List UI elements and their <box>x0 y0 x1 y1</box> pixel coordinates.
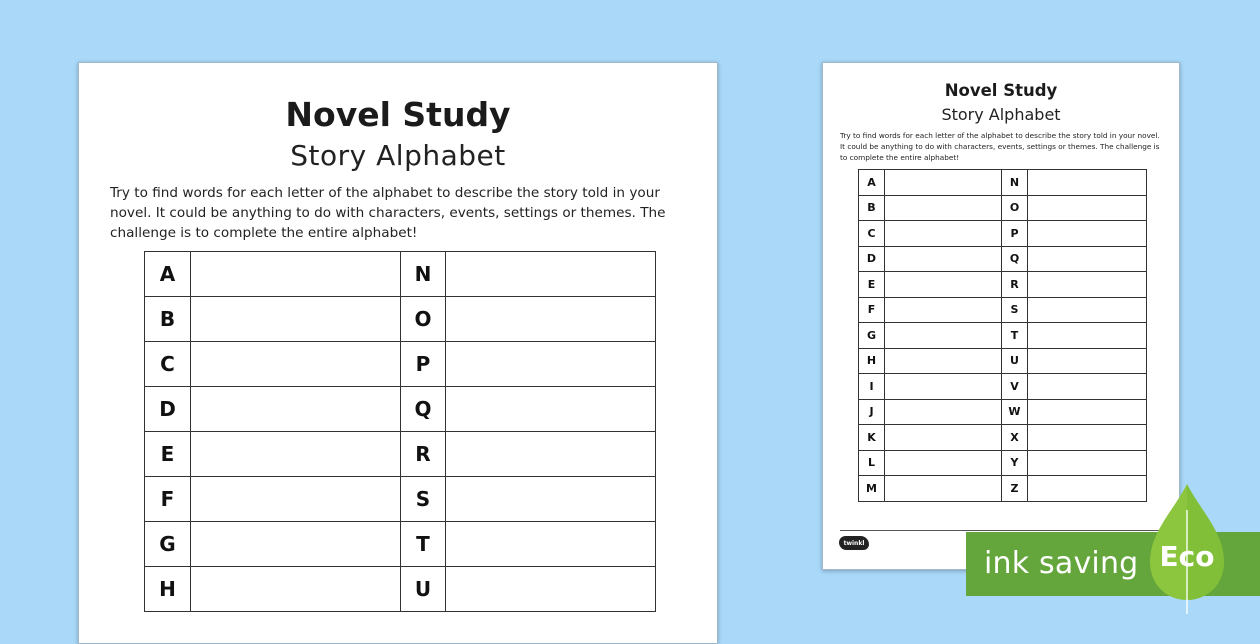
answer-cell[interactable] <box>885 246 1002 272</box>
answer-cell[interactable] <box>885 476 1002 502</box>
answer-cell[interactable] <box>446 252 656 297</box>
letter-cell: Y <box>1002 450 1028 476</box>
worksheet-preview-small <box>822 62 1180 570</box>
answer-cell[interactable] <box>1028 425 1147 451</box>
alphabet-row <box>859 374 1147 400</box>
answer-cell[interactable] <box>446 297 656 342</box>
alphabet-row <box>145 477 656 522</box>
worksheet-instructions: Try to find words for each letter of the alphabet to describe the story told in your novel. It could be anything to do with characters, events, settings or themes. The challenge is to complete the entire alphabet! <box>840 131 1160 162</box>
answer-cell[interactable] <box>191 522 401 567</box>
answer-cell[interactable] <box>191 252 401 297</box>
answer-cell[interactable] <box>1028 399 1147 425</box>
worksheet-instructions: Try to find words for each letter of the alphabet to describe the story told in your novel. It could be anything to do with characters, events, settings or themes. The challenge is to complete the entire alphabet! <box>110 185 666 241</box>
answer-cell[interactable] <box>885 170 1002 196</box>
answer-cell[interactable] <box>446 432 656 477</box>
letter-cell: Z <box>1002 476 1028 502</box>
letter-cell: R <box>401 432 446 477</box>
answer-cell[interactable] <box>885 425 1002 451</box>
alphabet-row <box>859 450 1147 476</box>
letter-cell: N <box>401 252 446 297</box>
answer-cell[interactable] <box>885 272 1002 298</box>
letter-cell: M <box>859 476 885 502</box>
answer-cell[interactable] <box>191 477 401 522</box>
letter-cell: L <box>859 450 885 476</box>
answer-cell[interactable] <box>885 195 1002 221</box>
eco-label: Eco <box>1159 540 1215 573</box>
letter-cell: C <box>145 342 191 387</box>
answer-cell[interactable] <box>446 477 656 522</box>
alphabet-row <box>859 195 1147 221</box>
answer-cell[interactable] <box>1028 246 1147 272</box>
letter-cell: F <box>859 297 885 323</box>
footer-divider <box>840 530 1161 531</box>
worksheet-subtitle: Story Alphabet <box>290 139 506 172</box>
answer-cell[interactable] <box>191 387 401 432</box>
alphabet-row <box>859 221 1147 247</box>
answer-cell[interactable] <box>885 450 1002 476</box>
letter-cell: P <box>1002 221 1028 247</box>
answer-cell[interactable] <box>885 399 1002 425</box>
answer-cell[interactable] <box>885 323 1002 349</box>
answer-cell[interactable] <box>1028 323 1147 349</box>
letter-cell: N <box>1002 170 1028 196</box>
letter-cell: B <box>859 195 885 221</box>
letter-cell: O <box>1002 195 1028 221</box>
answer-cell[interactable] <box>191 567 401 612</box>
answer-cell[interactable] <box>446 522 656 567</box>
letter-cell: G <box>859 323 885 349</box>
alphabet-row <box>145 297 656 342</box>
answer-cell[interactable] <box>885 297 1002 323</box>
alphabet-row <box>145 432 656 477</box>
letter-cell: T <box>401 522 446 567</box>
letter-cell: W <box>1002 399 1028 425</box>
answer-cell[interactable] <box>191 342 401 387</box>
letter-cell: J <box>859 399 885 425</box>
letter-cell: S <box>401 477 446 522</box>
letter-cell: V <box>1002 374 1028 400</box>
answer-cell[interactable] <box>191 297 401 342</box>
alphabet-row <box>859 425 1147 451</box>
answer-cell[interactable] <box>1028 348 1147 374</box>
letter-cell: A <box>859 170 885 196</box>
letter-cell: D <box>859 246 885 272</box>
worksheet-subtitle: Story Alphabet <box>941 105 1061 124</box>
answer-cell[interactable] <box>446 567 656 612</box>
alphabet-row <box>859 476 1147 502</box>
worksheet-preview-large <box>78 62 718 644</box>
worksheet-title: Novel Study <box>944 81 1058 100</box>
answer-cell[interactable] <box>191 432 401 477</box>
alphabet-row <box>145 252 656 297</box>
answer-cell[interactable] <box>1028 272 1147 298</box>
answer-cell[interactable] <box>1028 195 1147 221</box>
letter-cell: E <box>859 272 885 298</box>
answer-cell[interactable] <box>446 342 656 387</box>
letter-cell: I <box>859 374 885 400</box>
alphabet-row <box>859 246 1147 272</box>
letter-cell: B <box>145 297 191 342</box>
alphabet-row <box>859 348 1147 374</box>
answer-cell[interactable] <box>446 387 656 432</box>
letter-cell: T <box>1002 323 1028 349</box>
alphabet-row <box>859 297 1147 323</box>
letter-cell: A <box>145 252 191 297</box>
letter-cell: U <box>401 567 446 612</box>
alphabet-row <box>145 567 656 612</box>
alphabet-row <box>859 323 1147 349</box>
letter-cell: H <box>145 567 191 612</box>
alphabet-table <box>858 169 1147 502</box>
alphabet-row <box>145 387 656 432</box>
alphabet-row <box>859 272 1147 298</box>
letter-cell: C <box>859 221 885 247</box>
alphabet-table <box>144 251 656 612</box>
alphabet-row <box>145 342 656 387</box>
letter-cell: S <box>1002 297 1028 323</box>
answer-cell[interactable] <box>885 221 1002 247</box>
letter-cell: F <box>145 477 191 522</box>
answer-cell[interactable] <box>1028 221 1147 247</box>
letter-cell: R <box>1002 272 1028 298</box>
twinkl-logo: twinkl <box>839 536 869 550</box>
ink-saving-text: ink saving <box>984 546 1139 581</box>
letter-cell: O <box>401 297 446 342</box>
alphabet-row <box>859 170 1147 196</box>
letter-cell: H <box>859 348 885 374</box>
alphabet-row <box>145 522 656 567</box>
alphabet-row <box>859 399 1147 425</box>
letter-cell: Q <box>1002 246 1028 272</box>
letter-cell: D <box>145 387 191 432</box>
answer-cell[interactable] <box>1028 297 1147 323</box>
answer-cell[interactable] <box>885 348 1002 374</box>
worksheet-title: Novel Study <box>285 95 511 134</box>
answer-cell[interactable] <box>1028 374 1147 400</box>
answer-cell[interactable] <box>1028 450 1147 476</box>
answer-cell[interactable] <box>1028 170 1147 196</box>
letter-cell: Q <box>401 387 446 432</box>
letter-cell: P <box>401 342 446 387</box>
letter-cell: G <box>145 522 191 567</box>
answer-cell[interactable] <box>885 374 1002 400</box>
letter-cell: U <box>1002 348 1028 374</box>
letter-cell: E <box>145 432 191 477</box>
letter-cell: K <box>859 425 885 451</box>
letter-cell: X <box>1002 425 1028 451</box>
answer-cell[interactable] <box>1028 476 1147 502</box>
